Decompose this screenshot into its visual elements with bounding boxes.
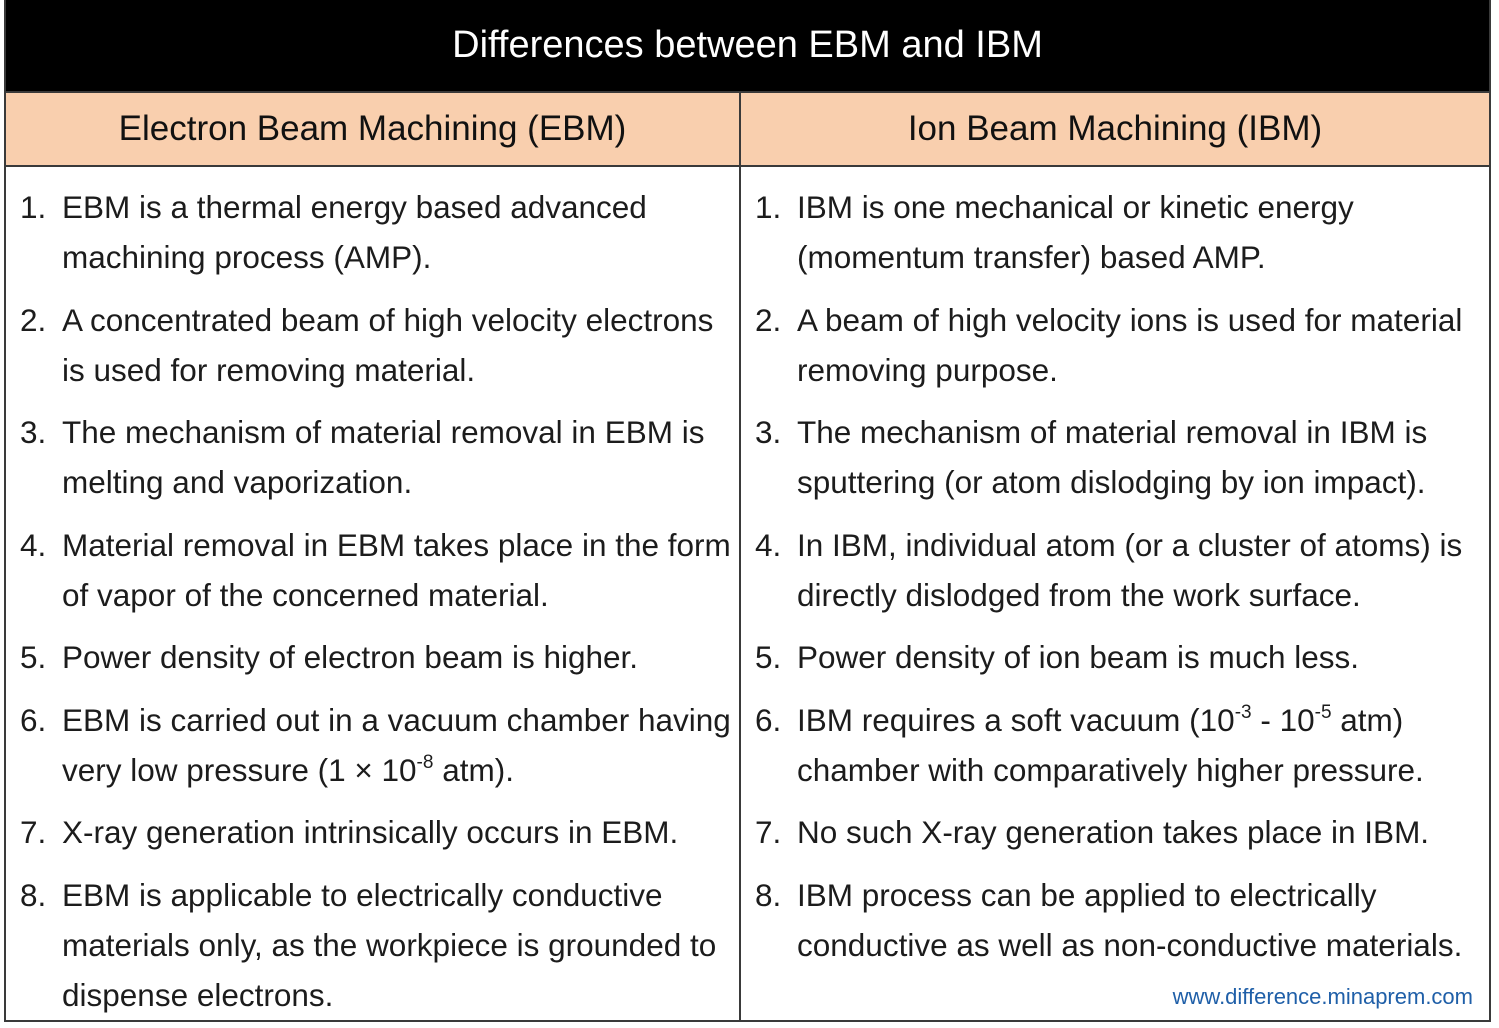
- item-number: 2.: [755, 301, 782, 338]
- table-body: [6, 167, 1489, 1020]
- item-text: A beam of high velocity ions is used for material removing purpose.: [797, 301, 1463, 388]
- item-text: The mechanism of material removal in EBM is melting and vaporization.: [62, 414, 705, 500]
- ebm-column-header: Electron Beam Machining (EBM): [6, 93, 741, 165]
- item-text: Power density of electron beam is higher.: [62, 639, 639, 675]
- comparison-table: [4, 0, 1491, 1022]
- column-header-row: [6, 93, 1489, 167]
- ebm-column: [6, 167, 741, 1020]
- item-number: 3.: [20, 414, 47, 450]
- item-number: 7.: [20, 814, 47, 850]
- item-number: 8.: [755, 876, 782, 913]
- item-number: 3.: [755, 414, 782, 450]
- item-number: 1.: [20, 189, 47, 225]
- list-item: [20, 695, 731, 795]
- list-item: [20, 632, 731, 682]
- ibm-column-header: Ion Beam Machining (IBM): [907, 109, 1323, 148]
- list-item: [20, 295, 731, 395]
- list-item: [20, 407, 731, 507]
- item-number: 5.: [755, 639, 782, 675]
- item-number: 8.: [20, 876, 47, 913]
- exponent: -3: [1234, 701, 1252, 723]
- list-item: [755, 295, 1483, 395]
- list-item: [755, 632, 1483, 682]
- item-number: 6.: [20, 701, 47, 738]
- list-item: [20, 520, 731, 620]
- item-text: EBM is applicable to electrically conductive materials only, as the workpiece is grounded to dispense electrons.: [62, 876, 717, 1013]
- exponent: -5: [1314, 701, 1332, 723]
- item-text-part: atm).: [433, 751, 514, 788]
- list-item: [755, 407, 1483, 507]
- list-item: [20, 870, 731, 1020]
- item-text-part: IBM requires a soft vacuum (10: [797, 701, 1235, 738]
- item-text: IBM is one mechanical or kinetic energy (momentum transfer) based AMP.: [797, 189, 1354, 275]
- item-text-part: atm) chamber with comparatively higher pressure.: [797, 701, 1424, 788]
- item-text: Power density of ion beam is much less.: [797, 639, 1360, 675]
- item-text: The mechanism of material removal in IBM is sputtering (or atom dislodging by ion impact).: [797, 414, 1428, 500]
- item-text: IBM process can be applied to electrically conductive as well as non-conductive materials.: [797, 876, 1463, 963]
- item-text: [62, 695, 731, 795]
- item-text: [797, 695, 1483, 795]
- table-title: Differences between EBM and IBM: [6, 0, 1489, 93]
- list-item: [755, 807, 1483, 857]
- list-item: [755, 520, 1483, 620]
- item-number: 4.: [755, 526, 782, 563]
- item-number: 6.: [755, 701, 782, 738]
- item-number: 1.: [755, 189, 782, 225]
- list-item: [755, 182, 1483, 282]
- list-item: [20, 807, 731, 857]
- item-text: No such X-ray generation takes place in IBM.: [797, 814, 1430, 850]
- item-number: 7.: [755, 814, 782, 850]
- item-text: X-ray generation intrinsically occurs in EBM.: [62, 814, 679, 850]
- website-watermark: www.difference.minaprem.com: [1172, 984, 1473, 1009]
- item-text: A concentrated beam of high velocity electrons is used for removing material.: [62, 301, 714, 388]
- item-text: EBM is a thermal energy based advanced machining process (AMP).: [62, 189, 647, 275]
- list-item: [755, 695, 1483, 795]
- exponent: -8: [416, 751, 434, 773]
- item-text: In IBM, individual atom (or a cluster of atoms) is directly dislodged from the work surface.: [797, 526, 1463, 613]
- item-number: 2.: [20, 301, 47, 338]
- item-number: 5.: [20, 639, 47, 675]
- list-item: [20, 182, 731, 282]
- ibm-column: [741, 167, 1489, 1020]
- item-number: 4.: [20, 526, 47, 563]
- item-text-part: EBM is carried out in a vacuum chamber having very low pressure (1 × 10: [62, 701, 731, 788]
- item-text: Material removal in EBM takes place in the form of vapor of the concerned material.: [62, 526, 731, 613]
- item-text-part: - 10: [1251, 701, 1315, 738]
- list-item: [755, 870, 1483, 970]
